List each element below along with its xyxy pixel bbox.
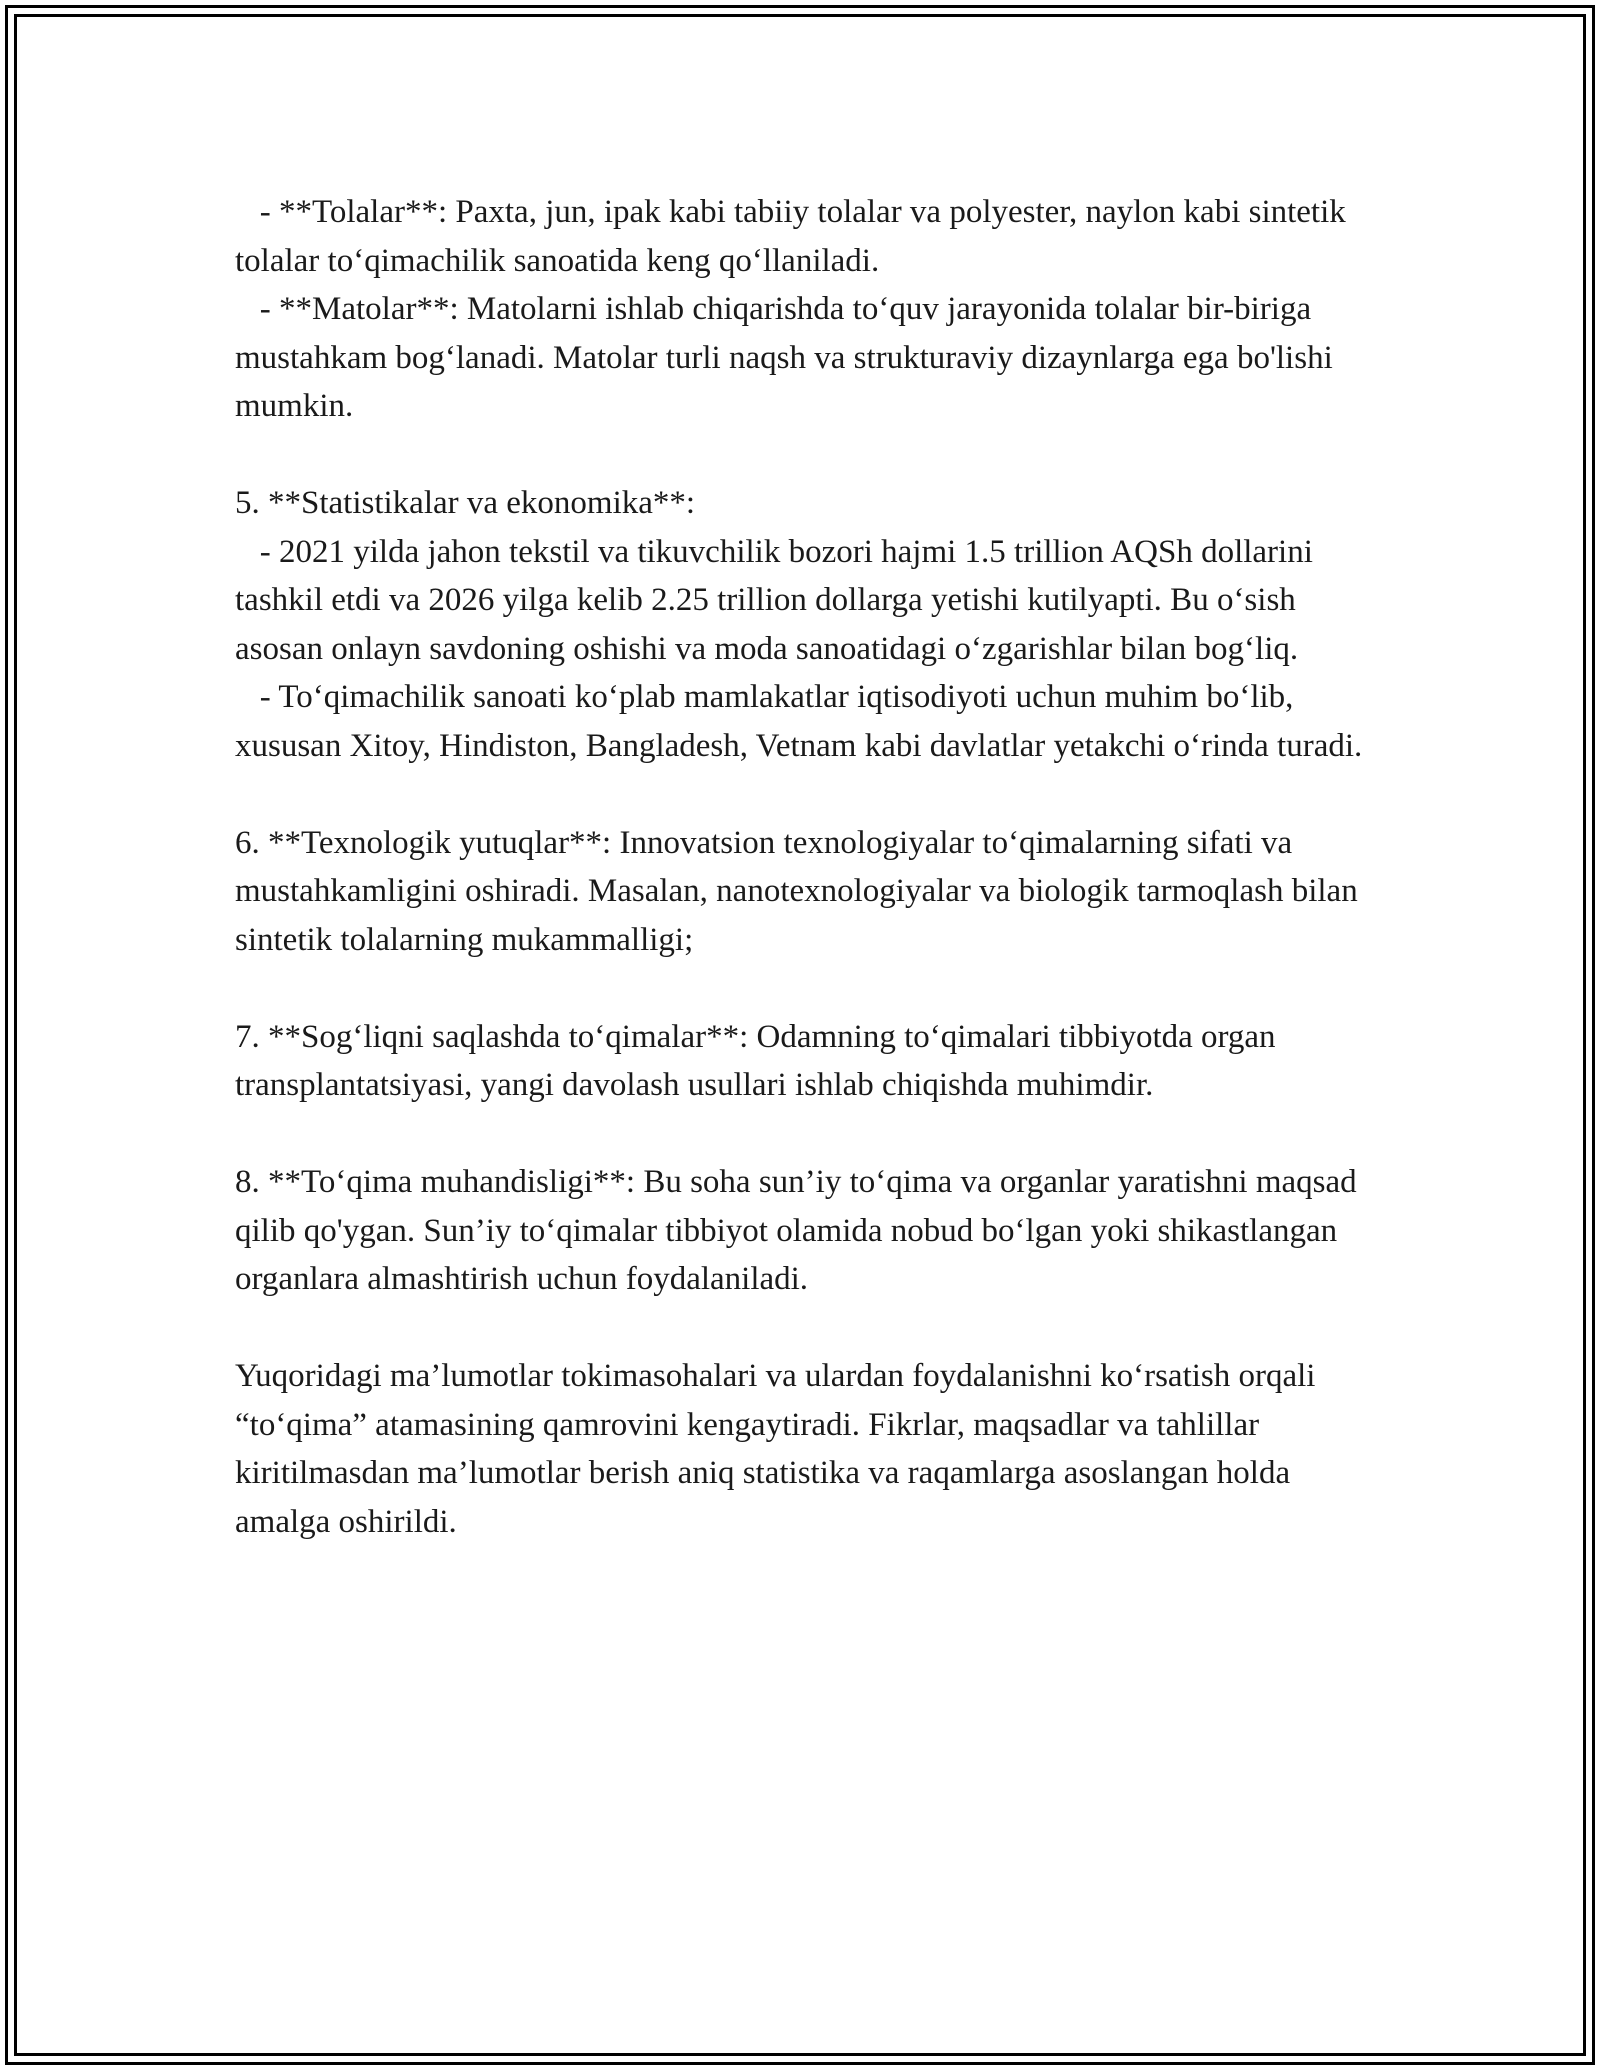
paragraph-gap bbox=[235, 770, 1375, 819]
paragraph-gap bbox=[235, 1110, 1375, 1159]
bullet-market-size: - 2021 yilda jahon tekstil va tikuvchilik bozori hajmi 1.5 trillion AQSh dollarini tashkil etdi va 2026 yilga kelib 2.25 trillion dollarga yetishi kutilyapti. Bu o‘sish asosan onlayn savdoning oshishi va moda sanoatidagi o‘zgarishlar bilan bog‘liq. bbox=[235, 533, 1322, 667]
section-6-texnologik: 6. **Texnologik yutuqlar**: Innovatsion texnologiyalar to‘qimalarning sifati va mustahkamligini oshiradi. Masalan, nanotexnologiyalar va biologik tarmoqlash bilan sintetik tolalarning mukammalligi; bbox=[235, 824, 1366, 958]
document-body bbox=[235, 188, 1375, 1546]
bullet-matolar: - **Matolar**: Matolarni ishlab chiqarishda to‘quv jarayonida tolalar bir-biriga mustahkam bog‘lanadi. Matolar turli naqsh va strukturaviy dizaynlarga ega bo'lishi mumkin. bbox=[235, 291, 1341, 424]
bullet-textile-industry: - To‘qimachilik sanoati ko‘plab mamlakatlar iqtisodiyoti uchun muhim bo‘lib, xususan Xitoy, Hindiston, Bangladesh, Vetnam kabi davlatlar yetakchi o‘rinda turadi. bbox=[235, 679, 1363, 764]
bullet-tolalar: - **Tolalar**: Paxta, jun, ipak kabi tabiiy tolalar va polyester, naylon kabi sintetik tolalar to‘qimachilik sanoatida keng qo‘llaniladi. bbox=[235, 194, 1355, 279]
section-8-toqima-muhandisligi: 8. **To‘qima muhandisligi**: Bu soha sun’iy to‘qima va organlar yaratishni maqsad qilib qo'ygan. Sun’iy to‘qimalar tibbiyot olamida nobud bo‘lgan yoki shikastlangan organlara almashtirish uchun foydalaniladi. bbox=[235, 1164, 1365, 1297]
paragraph-gap bbox=[235, 1304, 1375, 1353]
section-5-heading: 5. **Statistikalar va ekonomika**: bbox=[235, 485, 696, 521]
paragraph-gap bbox=[235, 964, 1375, 1013]
section-7-sogliqni: 7. **Sog‘liqni saqlashda to‘qimalar**: Odamning to‘qimalari tibbiyotda organ transplantatsiyasi, yangi davolash usullari ishlab chiqishda muhimdir. bbox=[235, 1018, 1284, 1103]
conclusion-paragraph: Yuqoridagi ma’lumotlar tokimasohalari va ulardan foydalanishni ko‘rsatish orqali “to‘qima” atamasining qamrovini kengaytiradi. Fikrlar, maqsadlar va tahlillar kiritilmasdan ma’lumotlar berish aniq statistika va raqamlarga asoslangan holda amalga oshirildi. bbox=[235, 1358, 1324, 1540]
paragraph-gap bbox=[235, 431, 1375, 480]
